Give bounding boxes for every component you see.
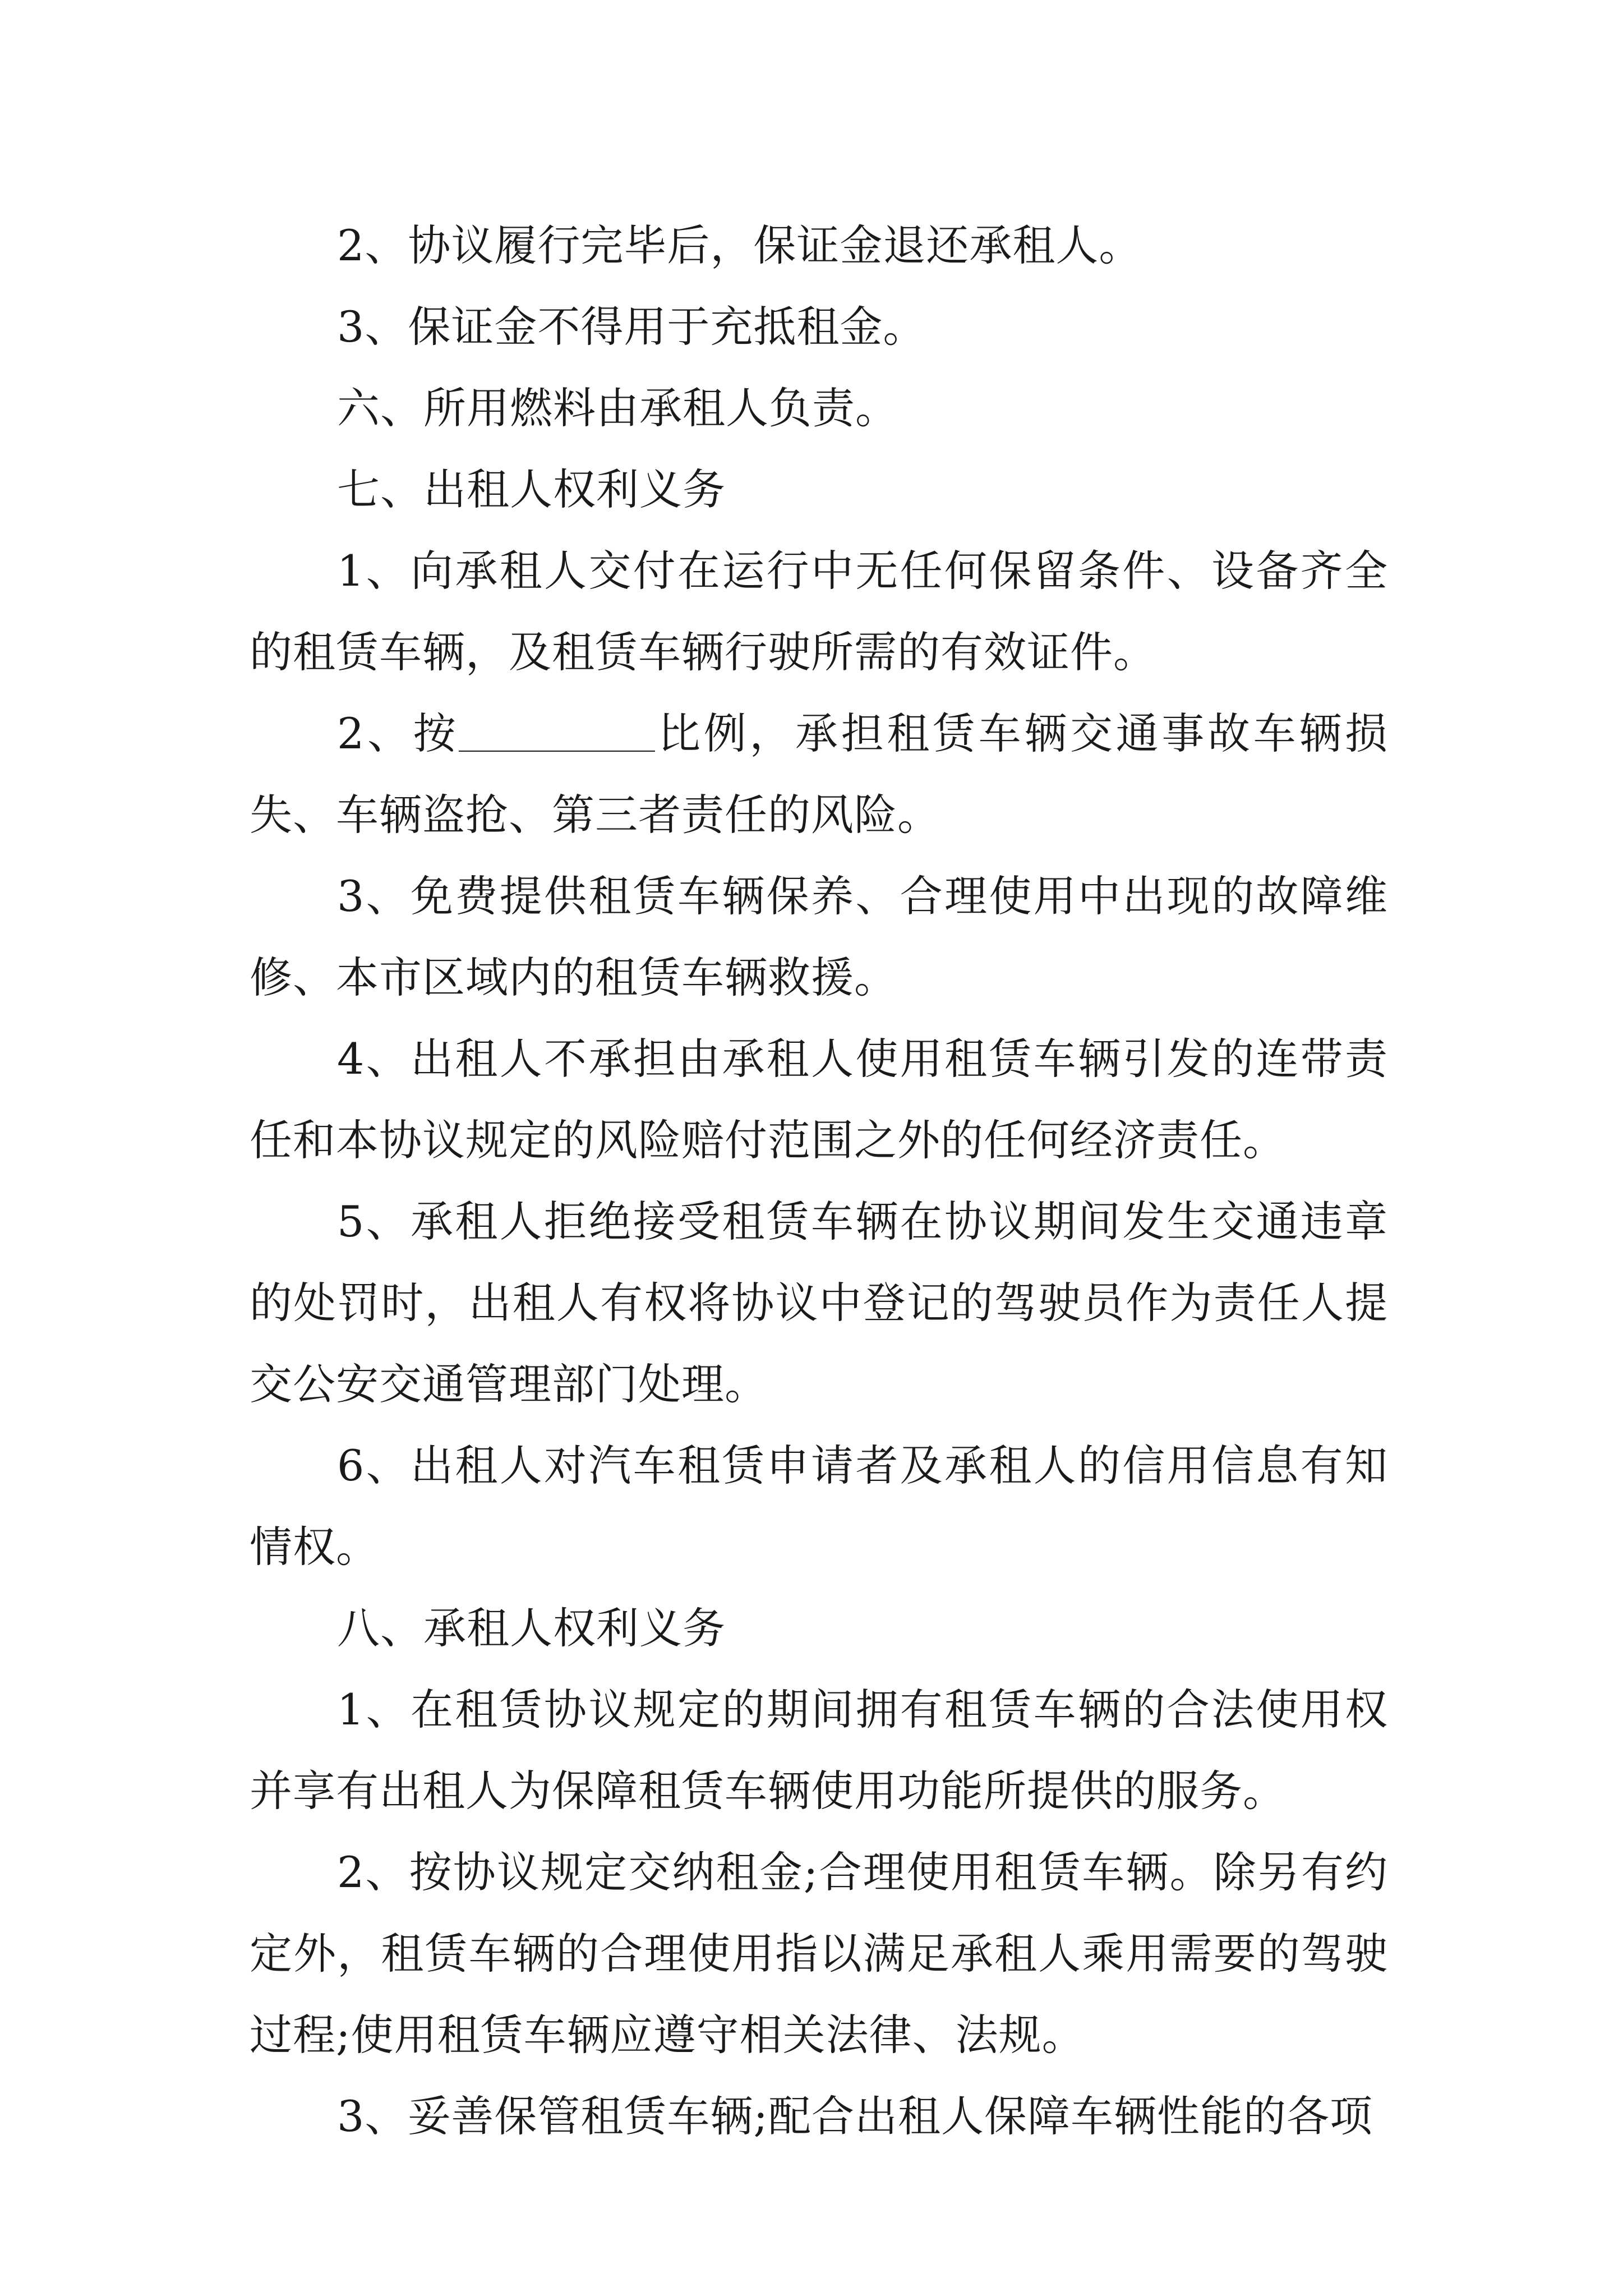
fill-in-blank[interactable]: [459, 708, 655, 752]
paragraph-lessor-1: 1、向承租人交付在运行中无任何保留条件、设备齐全的租赁车辆，及租赁车辆行驶所需的有效证件。: [250, 546, 1388, 677]
paragraph-lessee-3: 3、妥善保管租赁车辆;配合出租人保障车辆性能的各项: [337, 2091, 1373, 2141]
paragraph-lessor-2-before: 2、按: [337, 708, 459, 758]
document-body: [250, 205, 1388, 2157]
paragraph-fuel: 六、所用燃料由承租人负责。: [337, 383, 898, 433]
paragraph-lessor-6: 6、出租人对汽车租赁申请者及承租人的信用信息有知情权。: [250, 1441, 1388, 1572]
paragraph-lessor-5: 5、承租人拒绝接受租赁车辆在协议期间发生交通违章的处罚时，出租人有权将协议中登记的驾驶员作为责任人提交公安交通管理部门处理。: [250, 1197, 1388, 1409]
paragraph-deposit-not-rent: 3、保证金不得用于充抵租金。: [337, 302, 926, 352]
paragraph-lessor-2-after: 比例，承担租赁车辆交通事故车辆损失、车辆盗抢、第三者责任的风险。: [250, 708, 1389, 840]
heading-lessee-rights: 八、承租人权利义务: [337, 1603, 726, 1653]
paragraph-lessee-1: 1、在租赁协议规定的期间拥有租赁车辆的合法使用权并享有出租人为保障租赁车辆使用功能所提供的服务。: [250, 1685, 1388, 1816]
paragraph-lessor-4: 4、出租人不承担由承租人使用租赁车辆引发的连带责任和本协议规定的风险赔付范围之外的任何经济责任。: [250, 1034, 1388, 1165]
paragraph-deposit-refund: 2、协议履行完毕后，保证金退还承租人。: [337, 220, 1142, 270]
paragraph-lessee-2: 2、按协议规定交纳租金;合理使用租赁车辆。除另有约定外，租赁车辆的合理使用指以满足承租人乘用需要的驾驶过程;使用租赁车辆应遵守相关法律、法规。: [250, 1847, 1388, 2060]
paragraph-lessor-3: 3、免费提供租赁车辆保养、合理使用中出现的故障维修、本市区域内的租赁车辆救援。: [250, 871, 1388, 1002]
paragraph-lessor-2: [250, 693, 1388, 855]
heading-lessor-rights: 七、出租人权利义务: [337, 464, 726, 514]
